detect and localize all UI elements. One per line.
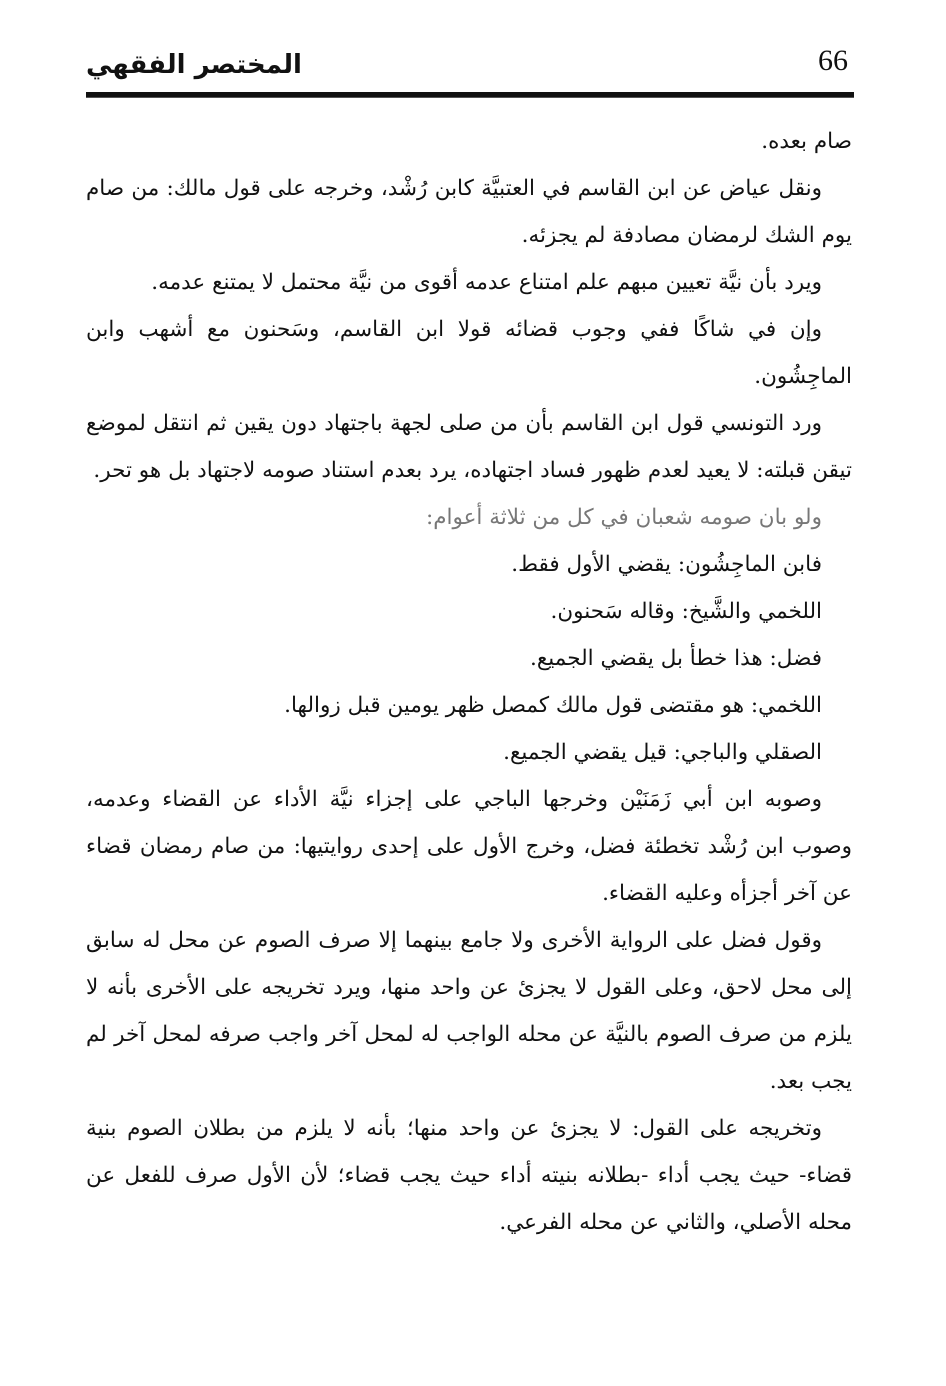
paragraph: فابن الماجِشُون: يقضي الأول فقط.: [511, 552, 822, 577]
paragraph: الصقلي والباجي: قيل يقضي الجميع.: [503, 740, 822, 765]
paragraph: ويرد بأن نيَّة تعيين مبهم علم امتناع عدمه أقوى من نيَّة محتمل لا يمتنع عدمه.: [151, 270, 822, 295]
paragraph: اللخمي والشَّيخ: وقاله سَحنون.: [550, 599, 822, 624]
paragraph: ورد التونسي قول ابن القاسم بأن من صلى لجهة باجتهاد دون يقين ثم انتقل لموضع تيقن قبلته: لا يعيد لعدم ظهور فساد اجتهاده، يرد بعدم استناد صومه لاجتهاد بل هو تحر.: [86, 411, 852, 483]
paragraph: فضل: هذا خطأ بل يقضي الجميع.: [530, 646, 822, 671]
paragraph: وقول فضل على الرواية الأخرى ولا جامع بينهما إلا صرف الصوم عن محل له سابق إلى محل لاحق، وعلى القول لا يجزئ عن واحد منها، ويرد تخريجه على الأخرى بأنه لا يلزم من صرف الصوم بالنيَّة عن محله الواجب له لمحل آخر واجب صرفه لمحل آخر لم يجب بعد.: [86, 928, 852, 1094]
page-number: 66: [818, 44, 848, 77]
page-header: [86, 38, 854, 96]
paragraph: اللخمي: هو مقتضى قول مالك كمصل ظهر يومين قبل زوالها.: [284, 693, 822, 718]
page-body: [86, 118, 852, 1358]
paragraph: وإن في شاكًا ففي وجوب قضائه قولا ابن القاسم، وسَحنون مع أشهب وابن الماجِشُون.: [86, 317, 852, 389]
header-divider: [86, 92, 854, 98]
paragraph: ولو بان صومه شعبان في كل من ثلاثة أعوام:: [425, 505, 822, 530]
paragraph: ونقل عياض عن ابن القاسم في العتبيَّة كابن رُشْد، وخرجه على قول مالك: من صام يوم الشك لرمضان مصادفة لم يجزئه.: [86, 176, 852, 248]
paragraph: وصوبه ابن أبي زَمَنَيْن وخرجها الباجي على إجزاء نيَّة الأداء عن القضاء وعدمه، وصوب ابن رُشْد تخطئة فضل، وخرج الأول على إحدى روايتيها: من صام رمضان قضاء عن آخر أجزأه وعليه القضاء.: [86, 787, 852, 906]
book-title: المختصر الفقهي: [86, 50, 302, 80]
paragraph: صام بعده.: [761, 129, 852, 154]
paragraph: وتخريجه على القول: لا يجزئ عن واحد منها؛ بأنه لا يلزم من بطلان الصوم بنية قضاء- حيث يجب أداء -بطلانه بنيته أداء حيث يجب قضاء؛ لأن الأول صرف للفعل عن محله الأصلي، والثاني عن محله الفرعي.: [86, 1116, 852, 1235]
